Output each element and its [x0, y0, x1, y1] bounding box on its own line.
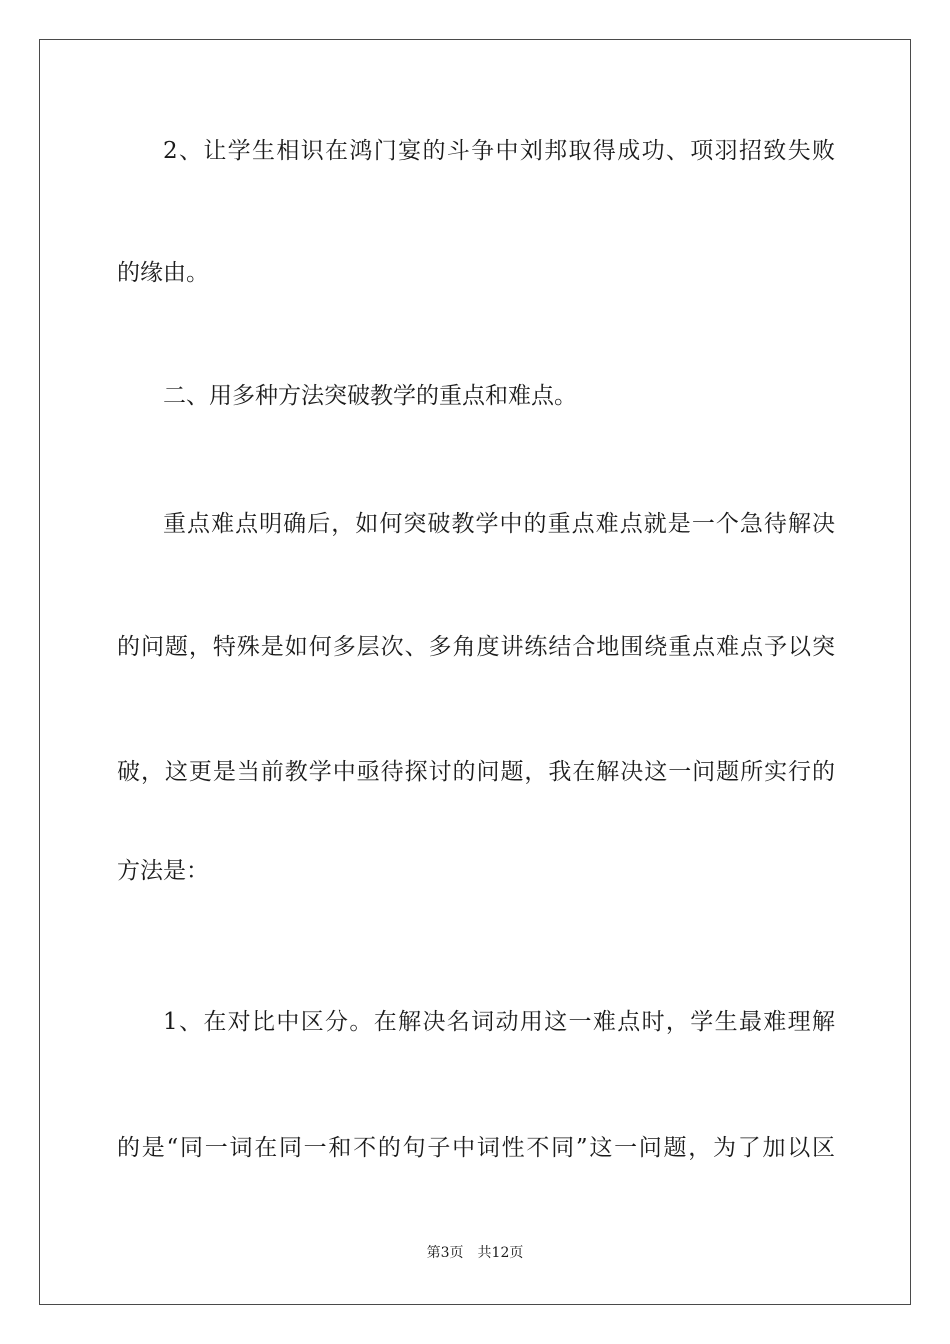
text-line: 重点难点明确后，如何突破教学中的重点难点就是一个急待解决 — [163, 511, 835, 537]
page-total: 共12页 — [477, 1245, 524, 1261]
text-line: 的缘由。 — [117, 260, 209, 286]
text-line: 破，这更是当前教学中亟待探讨的问题，我在解决这一问题所实行的 — [117, 759, 835, 785]
page-footer — [0, 1244, 950, 1262]
text-line: 2、让学生相识在鸿门宴的斗争中刘邦取得成功、项羽招致失败 — [163, 138, 835, 164]
text-line: 的是“同一词在同一和不的句子中词性不同”这一问题，为了加以区 — [117, 1135, 835, 1161]
page-number: 第3页 — [426, 1245, 464, 1261]
text-line: 方法是： — [117, 858, 209, 884]
page-border — [39, 39, 911, 1305]
text-line: 的问题，特殊是如何多层次、多角度讲练结合地围绕重点难点予以突 — [117, 634, 835, 660]
text-line: 1、在对比中区分。在解决名词动用这一难点时，学生最难理解 — [163, 1009, 835, 1035]
section-heading: 二、用多种方法突破教学的重点和难点。 — [163, 383, 577, 409]
